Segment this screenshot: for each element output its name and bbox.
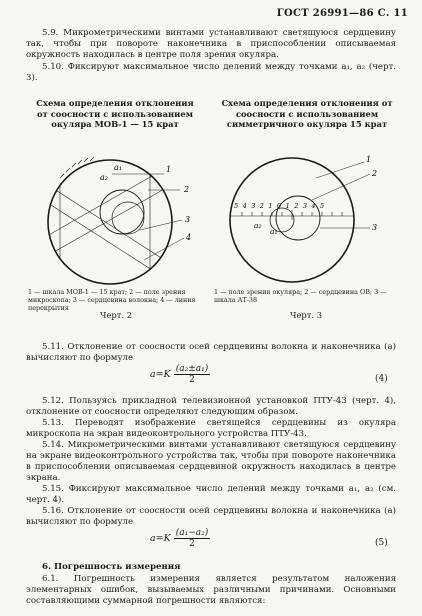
page-header: ГОСТ 26991—86 С. 11 [276,8,408,19]
section-6-heading: 6. Погрешность измерения [42,562,181,572]
formula-4-denominator: 2 [189,375,195,385]
paragraph-5-13: 5.13. Переводят изображение светящейся сердцевины из окуляра микроскопа на экран видеоконтрольного устройства ПТУ-43. [26,418,396,439]
fig3-label-2: 2 [372,169,378,178]
formula-4-lhs: a=K [150,369,171,380]
formula-4-number: (4) [375,374,388,384]
fig2-label-4: 4 [186,233,192,242]
formula-5-lhs: a=K [150,533,171,544]
paragraph-5-16: 5.16. Отклонение от соосности осей сердцевины волокна и наконечника (a) вычисляют по формуле [26,506,396,527]
paragraph-5-10: 5.10. Фиксируют максимальное число делений между точками a₁, a₂ (черт. 3). [26,62,396,83]
fig3-scale: 5 4 3 2 1 0 1 2 3 4 5 [234,202,326,210]
fig2-label-a1: a₁ [114,163,122,172]
paragraph-5-11: 5.11. Отклонение от соосности осей сердцевины волокна и наконечника (a) вычисляют по формуле [26,342,396,363]
fig3-label-3: 3 [372,223,378,232]
formula-4 [150,364,210,385]
formula-5 [150,528,210,549]
fig2-caption: Схема определения отклонения от соосности с использованием окуляра МОВ-1 — 15 крат [36,98,194,129]
paragraph-5-15: 5.15. Фиксируют максимальное число делений между точками a₁, a₂ (см. черт. 4). [26,484,396,505]
paragraph-5-12: 5.12. Пользуясь прикладной телевизионной установкой ПТУ-43 (черт. 4), отклонение от соосности определяют следующим образом. [26,396,396,417]
fig3-label-1: 1 [366,155,372,164]
fig2-label-2: 2 [184,185,190,194]
formula-4-numerator: (a₂±a₁) [175,364,209,374]
fig2-label-3: 3 [185,215,191,224]
paragraph-6-1: 6.1. Погрешность измерения является результатом наложения элементарных ошибок, вызываемых различными причинами. Основными составляющими суммарной погрешности являются: [26,574,396,606]
figure-3-diagram [220,148,400,288]
formula-5-numerator: (a₁−a₂) [175,528,209,538]
fig2-label-1: 1 [166,165,172,174]
figure-2-diagram [40,150,210,290]
formula-5-number: (5) [375,538,388,548]
formula-5-denominator: 2 [189,539,195,549]
paragraph-5-9: 5.9. Микрометрическими винтами устанавливают светящуюся сердцевину так, чтобы при повороте наконечника в приспособлении описываемая окружность находилась в центре поля зрения окуляра. [26,28,396,60]
fig3-caption: Схема определения отклонения от соосности с использованием симметричного окуляра 15 крат [221,98,393,129]
fig2-legend: 1 — шкала МОВ-1 — 15 крат; 2 — поле зрения микроскопа; 3 — сердцевина волокна; 4 — линия перекрытия [28,288,196,312]
fig2-chert: Черт. 2 [100,310,133,320]
fig3-chert: Черт. 3 [290,310,323,320]
fig2-label-a2: a₂ [100,173,108,182]
paragraph-5-14: 5.14. Микрометрическими винтами устанавливают светящуюся сердцевину на экране видеоконтрольного устройства так, чтобы при повороте наконечника в приспособлении описываемая сердцевиной окружность находилась в центре экрана. [26,440,396,483]
fig3-label-a1: a₁ [270,227,278,236]
fig3-legend: 1 — поле зрения окуляра; 2 — сердцевина ОВ; 3 — шкала АТ-38 [214,288,387,304]
fig3-label-a2: a₂ [254,221,262,230]
